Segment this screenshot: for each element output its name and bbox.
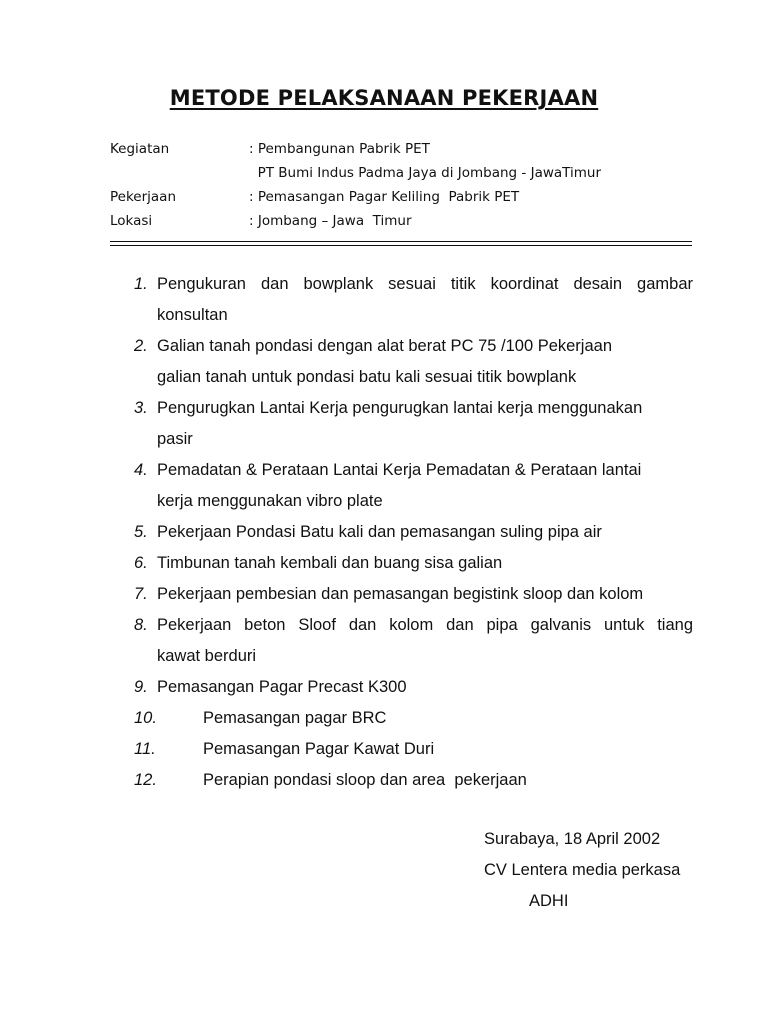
- item-text: Galian tanah pondasi dengan alat berat PC 75 /100 Pekerjaan: [157, 337, 612, 355]
- list-item-8: [0, 610, 768, 672]
- list-item-3: [0, 393, 768, 455]
- company-name: CV Lentera media perkasa: [484, 861, 681, 879]
- item-text: Pekerjaan beton Sloof dan kolom dan pipa galvanis untuk tiang: [157, 616, 693, 634]
- place-date: Surabaya, 18 April 2002: [484, 830, 661, 848]
- item-number: 10.: [134, 709, 157, 727]
- list-item-4: [0, 455, 768, 517]
- info-value: : Pemasangan Pagar Keliling Pabrik PET: [249, 189, 520, 205]
- info-value: : Pembangunan Pabrik PET: [249, 141, 430, 157]
- item-number: 12.: [134, 771, 157, 789]
- list-item-10: [0, 703, 768, 734]
- list-item-5: [0, 517, 768, 548]
- info-value: PT Bumi Indus Padma Jaya di Jombang - JawaTimur: [249, 165, 601, 181]
- item-text: Pengurugkan Lantai Kerja pengurugkan lantai kerja menggunakan: [157, 399, 643, 417]
- item-text: Pemasangan Pagar Precast K300: [157, 678, 407, 696]
- list-item-1: [0, 269, 768, 331]
- info-label: Lokasi: [110, 213, 153, 229]
- signature-block: [484, 824, 680, 917]
- signatory-name: ADHI: [529, 892, 569, 910]
- list-item-9: [0, 672, 768, 703]
- item-text: pasir: [157, 430, 193, 448]
- item-text: Timbunan tanah kembali dan buang sisa galian: [157, 554, 503, 572]
- item-number: 5.: [134, 523, 148, 541]
- document-title: METODE PELAKSANAAN PEKERJAAN: [169, 86, 599, 110]
- item-number: 1.: [134, 275, 148, 293]
- item-text: Pekerjaan pembesian dan pemasangan begistink sloop dan kolom: [157, 585, 644, 603]
- list-item-7: [0, 579, 768, 610]
- item-text: galian tanah untuk pondasi batu kali sesuai titik bowplank: [157, 368, 577, 386]
- item-number: 2.: [134, 337, 148, 355]
- item-number: 9.: [134, 678, 148, 696]
- item-number: 11.: [134, 740, 156, 758]
- item-text: Perapian pondasi sloop dan area pekerjaan: [203, 771, 527, 789]
- info-value: : Jombang – Jawa Timur: [249, 213, 412, 229]
- double-rule-divider: [110, 241, 692, 246]
- item-text: Pekerjaan Pondasi Batu kali dan pemasangan suling pipa air: [157, 523, 602, 541]
- item-number: 3.: [134, 399, 148, 417]
- list-item-11: [0, 734, 768, 765]
- list-item-2: [0, 331, 768, 393]
- item-text: Pengukuran dan bowplank sesuai titik koordinat desain gambar: [157, 275, 693, 293]
- list-item-6: [0, 548, 768, 579]
- item-number: 4.: [134, 461, 148, 479]
- item-number: 6.: [134, 554, 148, 572]
- item-text: konsultan: [157, 306, 228, 324]
- item-text: Pemasangan Pagar Kawat Duri: [203, 740, 435, 758]
- item-number: 7.: [134, 585, 148, 603]
- item-text: Pemadatan & Perataan Lantai Kerja Pemadatan & Perataan lantai: [157, 461, 642, 479]
- info-label: Kegiatan: [110, 141, 170, 157]
- item-text: kawat berduri: [157, 647, 257, 665]
- item-text: kerja menggunakan vibro plate: [157, 492, 383, 510]
- info-label: Pekerjaan: [110, 189, 177, 205]
- work-method-list: [0, 269, 768, 796]
- list-item-12: [0, 765, 768, 796]
- item-text: Pemasangan pagar BRC: [203, 709, 387, 727]
- item-number: 8.: [134, 616, 148, 634]
